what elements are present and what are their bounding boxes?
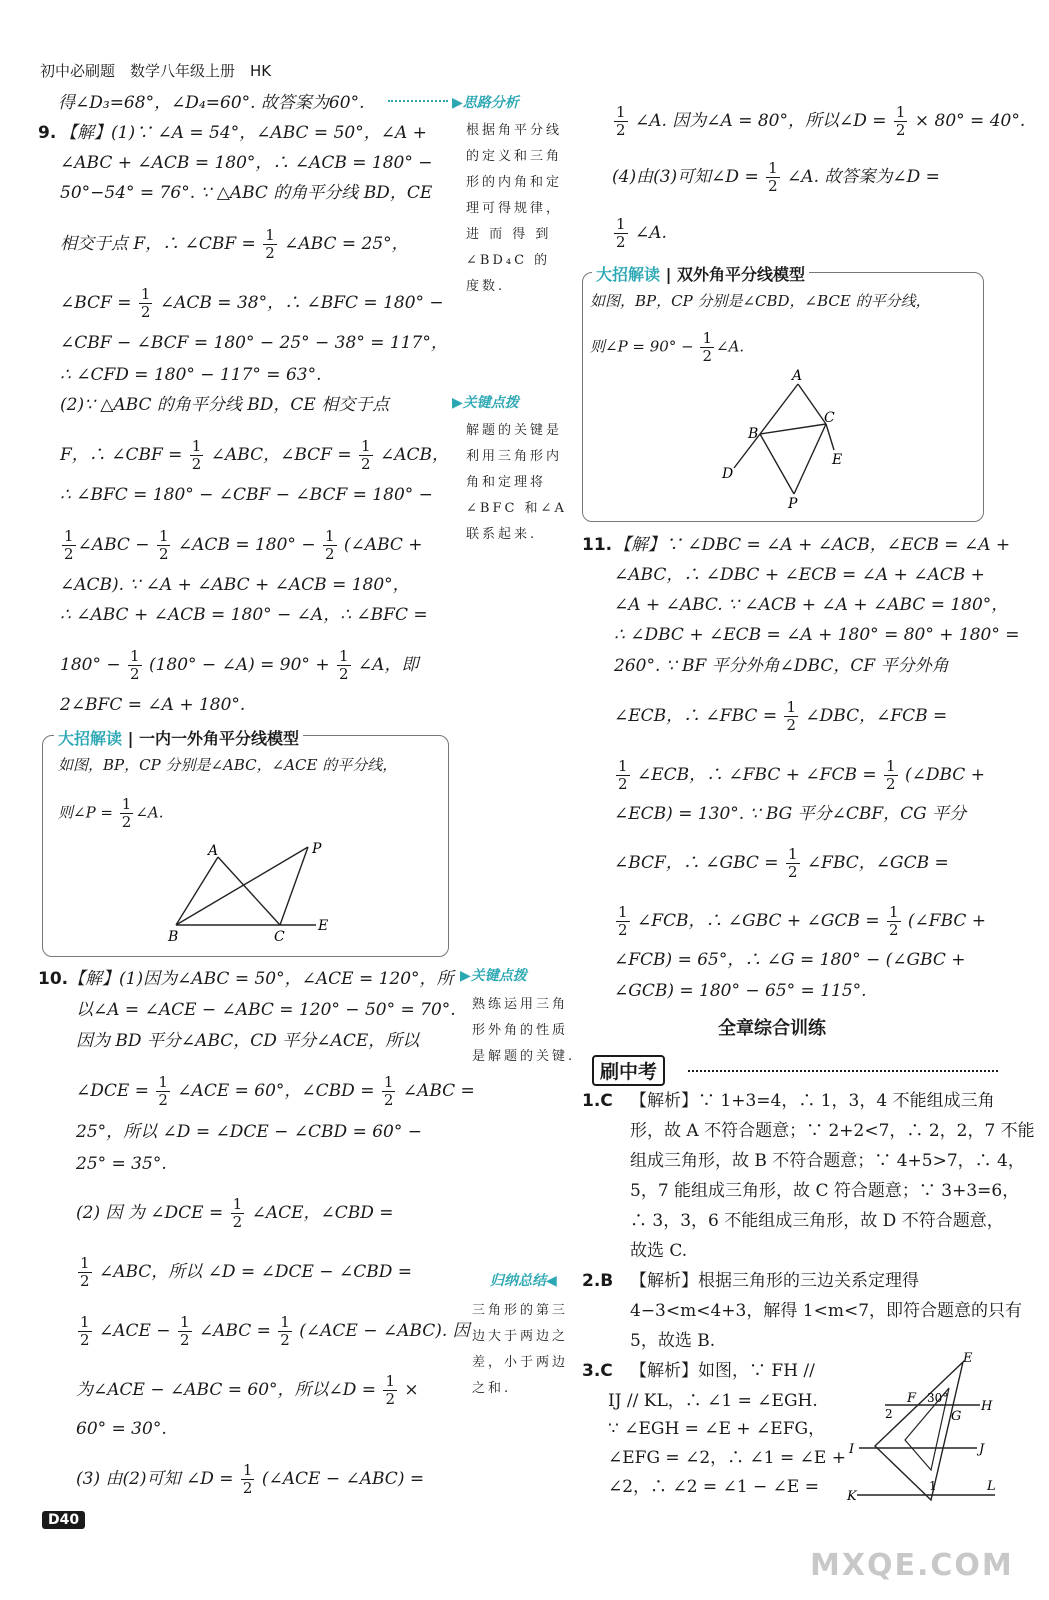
c1-line: ∴ 3，3，6 不能组成三角形，故 D 不符合题意， bbox=[630, 1211, 1004, 1231]
q11-line: $\frac{1}{2}$ ∠FCB，∴ ∠GBC + ∠GCB = $\frac{1}{2}$ (∠FBC + bbox=[618, 903, 987, 939]
c1-line: 形，故 A 不符合题意；∵ 2+2<7，∴ 2，2，7 不能 bbox=[630, 1121, 1035, 1141]
q11-line: 【解】∵ ∠DBC = ∠A + ∠ACB，∠ECB = ∠A + bbox=[614, 535, 1011, 555]
q11-line: ∴ ∠DBC + ∠ECB = ∠A + 180° = 80° + 180° = bbox=[614, 625, 1020, 645]
q9-line: 50°−54° = 76°. ∵ △ABC 的角平分线 BD，CE bbox=[60, 183, 433, 203]
q11-line: $\frac{1}{2}$ ∠ECB，∴ ∠FBC + ∠FCB = $\frac{1}{2}$ (∠DBC + bbox=[618, 757, 985, 793]
label-A: A bbox=[792, 368, 803, 384]
c3-line: ∠EFG = ∠2，∴ ∠1 = ∠E + bbox=[608, 1448, 846, 1468]
c1-number: 1.C bbox=[582, 1091, 613, 1111]
label-C: C bbox=[274, 929, 285, 945]
c2-line: 5，故选 B. bbox=[630, 1331, 716, 1351]
label-P: P bbox=[312, 841, 322, 857]
q10-line: 【解】(1)因为∠ABC = 50°，∠ACE = 120°，所 bbox=[68, 969, 454, 989]
c2-line: 【解析】根据三角形的三边关系定理得 bbox=[630, 1271, 919, 1291]
q9-number: 9. bbox=[38, 123, 57, 143]
q9-line: F，∴ ∠CBF = $\frac{1}{2}$ ∠ABC，∠BCF = $\frac{1}{2}$ ∠ACB， bbox=[60, 437, 449, 473]
label-K: K bbox=[847, 1489, 857, 1504]
box-title: 大招解读 | 一内一外角平分线模型 bbox=[54, 726, 303, 749]
q10-line: 60° = 30°. bbox=[76, 1419, 167, 1439]
q9-line: ∴ ∠BFC = 180° − ∠CBF − ∠BCF = 180° − bbox=[60, 485, 433, 505]
tag-summary: 归纳总结◀ bbox=[490, 1273, 557, 1289]
c3-number: 3.C bbox=[582, 1361, 613, 1381]
label-H: H bbox=[981, 1399, 993, 1414]
q9-line: ∠ACB). ∵ ∠A + ∠ABC + ∠ACB = 180°， bbox=[60, 575, 410, 595]
q11-line: ∠ECB) = 130°. ∵ BG 平分∠CBF，CG 平分 bbox=[614, 804, 967, 824]
q9-line: ∠BCF = $\frac{1}{2}$ ∠ACB = 38°，∴ ∠BFC = 180° − bbox=[60, 285, 444, 321]
q10-cont-line: $\frac{1}{2}$ ∠A. 因为∠A = 80°，所以∠D = $\frac{1}{2}$ × 80° = 40°. bbox=[616, 103, 1026, 139]
c3-line: ∠2，∴ ∠2 = ∠1 − ∠E = bbox=[608, 1477, 819, 1497]
q9-line: ∴ ∠ABC + ∠ACB = 180° − ∠A，∴ ∠BFC = bbox=[60, 605, 428, 625]
label-30deg: 30° bbox=[927, 1391, 949, 1405]
label-J: J bbox=[979, 1442, 985, 1457]
c3-line: ∵ ∠EGH = ∠E + ∠EFG， bbox=[608, 1419, 826, 1439]
q10-number: 10. bbox=[38, 969, 69, 989]
side-note: 三角形的第三 边大于两边之 差，小于两边 之和. bbox=[472, 1303, 569, 1396]
q11-line: ∠BCF，∴ ∠GBC = $\frac{1}{2}$ ∠FBC，∠GCB = bbox=[614, 845, 949, 881]
q9-line: 180° − $\frac{1}{2}$ (180° − ∠A) = 90° + $\frac{1}{2}$ ∠A，即 bbox=[60, 647, 419, 683]
divider bbox=[688, 1070, 998, 1072]
q10-line: ∠DCE = $\frac{1}{2}$ ∠ACE = 60°，∠CBD = $\frac{1}{2}$ ∠ABC = bbox=[76, 1073, 475, 1109]
label-F: F bbox=[907, 1391, 917, 1406]
page-number: D40 bbox=[42, 1511, 85, 1529]
answer-line: 得∠D₃=68°，∠D₄=60°. 故答案为60°. bbox=[58, 93, 365, 113]
label-A: A bbox=[208, 843, 219, 859]
q10-cont-line: (4)由(3)可知∠D = $\frac{1}{2}$ ∠A. 故答案为∠D = bbox=[612, 159, 940, 195]
box-title: 大招解读 | 双外角平分线模型 bbox=[592, 262, 809, 285]
q9-line: 【解】(1)∵ ∠A = 54°，∠ABC = 50°，∠A + bbox=[60, 123, 427, 143]
label-E: E bbox=[963, 1351, 973, 1366]
q11-line: ∠GCB) = 180° − 65° = 115°. bbox=[614, 981, 867, 1001]
q11-number: 11. bbox=[582, 535, 613, 555]
triangle-diagram-two bbox=[712, 366, 862, 516]
side-note: 解题的关键是 利用三角形内 角和定理将 ∠BFC 和∠A 联系起来. bbox=[466, 423, 567, 542]
side-note: 熟练运用三角 形外角的性质 是解题的关键. bbox=[472, 997, 576, 1064]
q9-line: ∠ABC + ∠ACB = 180°，∴ ∠ACB = 180° − bbox=[60, 153, 433, 173]
tag-thinking-analysis: ▶思路分析 bbox=[452, 95, 519, 111]
q10-line: 25° = 35°. bbox=[76, 1154, 167, 1174]
side-note: 根据角平分线 的定义和三角 形的内角和定 理可得规律， 进 而 得 到 ∠BD₄C 的 度数. bbox=[466, 123, 563, 294]
c2-number: 2.B bbox=[582, 1271, 614, 1291]
q11-line: 260°. ∵ BF 平分外角∠DBC，CF 平分外角 bbox=[614, 656, 949, 676]
box-text: 则∠P = $\frac{1}{2}$ ∠A. bbox=[58, 795, 164, 831]
q9-line: ∠CBF − ∠BCF = 180° − 25° − 38° = 117°， bbox=[60, 333, 448, 353]
q9-line: 2∠BFC = ∠A + 180°. bbox=[60, 695, 246, 715]
c3-line: 【解析】如图，∵ FH // bbox=[630, 1361, 815, 1381]
q10-line: (2) 因 为 ∠DCE = $\frac{1}{2}$ ∠ACE，∠CBD = bbox=[76, 1195, 394, 1231]
q9-line: (2)∵ △ABC 的角平分线 BD，CE 相交于点 bbox=[60, 395, 390, 415]
q10-line: (3) 由(2)可知 ∠D = $\frac{1}{2}$ (∠ACE − ∠ABC) = bbox=[76, 1461, 425, 1497]
q11-line: ∠FCB) = 65°，∴ ∠G = 180° − (∠GBC + bbox=[614, 950, 966, 970]
q11-line: ∠ECB，∴ ∠FBC = $\frac{1}{2}$ ∠DBC，∠FCB = bbox=[614, 698, 948, 734]
box-text: 则∠P = 90° − $\frac{1}{2}$ ∠A. bbox=[590, 329, 745, 365]
book-title: 初中必刷题 数学八年级上册 HK bbox=[40, 62, 272, 80]
q10-line: 以∠A = ∠ACE − ∠ABC = 120° − 50° = 70°. bbox=[76, 1000, 456, 1020]
parallel-lines-diagram bbox=[845, 1350, 1005, 1510]
tag-key-point: ▶关键点拨 bbox=[452, 395, 519, 411]
q10-line: $\frac{1}{2}$ ∠ACE − $\frac{1}{2}$ ∠ABC = $\frac{1}{2}$ (∠ACE − ∠ABC). 因 bbox=[80, 1313, 470, 1349]
q9-line: $\frac{1}{2}$ ∠ABC − $\frac{1}{2}$ ∠ACB = 180° − $\frac{1}{2}$ (∠ABC + bbox=[64, 527, 423, 563]
label-1: 1 bbox=[929, 1479, 937, 1493]
label-P: P bbox=[788, 496, 798, 512]
label-C: C bbox=[824, 410, 835, 426]
triangle-diagram-one bbox=[160, 835, 340, 945]
watermark: MXQE.COM bbox=[810, 1548, 1014, 1583]
label-I: I bbox=[849, 1442, 855, 1457]
label-E: E bbox=[318, 918, 329, 934]
box-text: 如图，BP，CP 分别是∠CBD，∠BCE 的平分线， bbox=[590, 292, 931, 310]
box-text: 如图，BP，CP 分别是∠ABC，∠ACE 的平分线， bbox=[58, 756, 398, 774]
q10-line: 为∠ACE − ∠ABC = 60°，所以∠D = $\frac{1}{2}$ × bbox=[76, 1372, 419, 1408]
q11-line: ∠A + ∠ABC. ∵ ∠ACB + ∠A + ∠ABC = 180°， bbox=[614, 595, 1009, 615]
label-G: G bbox=[951, 1409, 962, 1424]
label-E: E bbox=[832, 452, 843, 468]
label-L: L bbox=[987, 1479, 996, 1494]
c1-line: 故选 C. bbox=[630, 1241, 688, 1261]
q9-line: ∴ ∠CFD = 180° − 117° = 63°. bbox=[60, 365, 322, 385]
label-B: B bbox=[168, 929, 179, 945]
q10-line: 25°，所以 ∠D = ∠DCE − ∠CBD = 60° − bbox=[76, 1122, 423, 1142]
label-B: B bbox=[748, 426, 759, 442]
q9-line: 相交于点 F，∴ ∠CBF = $\frac{1}{2}$ ∠ABC = 25°， bbox=[60, 226, 409, 262]
dotted-leader bbox=[388, 100, 448, 102]
q10-line: 因为 BD 平分∠ABC，CD 平分∠ACE，所以 bbox=[76, 1031, 420, 1051]
q11-line: ∠ABC，∴ ∠DBC + ∠ECB = ∠A + ∠ACB + bbox=[614, 565, 985, 585]
c3-line: IJ // KL，∴ ∠1 = ∠EGH. bbox=[608, 1391, 818, 1411]
q10-line: $\frac{1}{2}$ ∠ABC，所以 ∠D = ∠DCE − ∠CBD = bbox=[80, 1254, 412, 1290]
c1-line: 5，7 能组成三角形，故 C 符合题意；∵ 3+3=6， bbox=[630, 1181, 1020, 1201]
exam-badge: 刷中考 bbox=[592, 1055, 665, 1086]
tag-key-point: ▶关键点拨 bbox=[460, 968, 527, 984]
c1-line: 组成三角形，故 B 不符合题意；∵ 4+5>7，∴ 4， bbox=[630, 1151, 1025, 1171]
c2-line: 4−3<m<4+3，解得 1<m<7，即符合题意的只有 bbox=[630, 1301, 1023, 1321]
c1-line: 【解析】∵ 1+3=4，∴ 1，3，4 不能组成三角 bbox=[630, 1091, 995, 1111]
label-2: 2 bbox=[885, 1407, 893, 1421]
label-D: D bbox=[722, 466, 734, 482]
section-title: 全章综合训练 bbox=[718, 1018, 826, 1039]
q10-cont-line: $\frac{1}{2}$ ∠A. bbox=[616, 215, 667, 251]
